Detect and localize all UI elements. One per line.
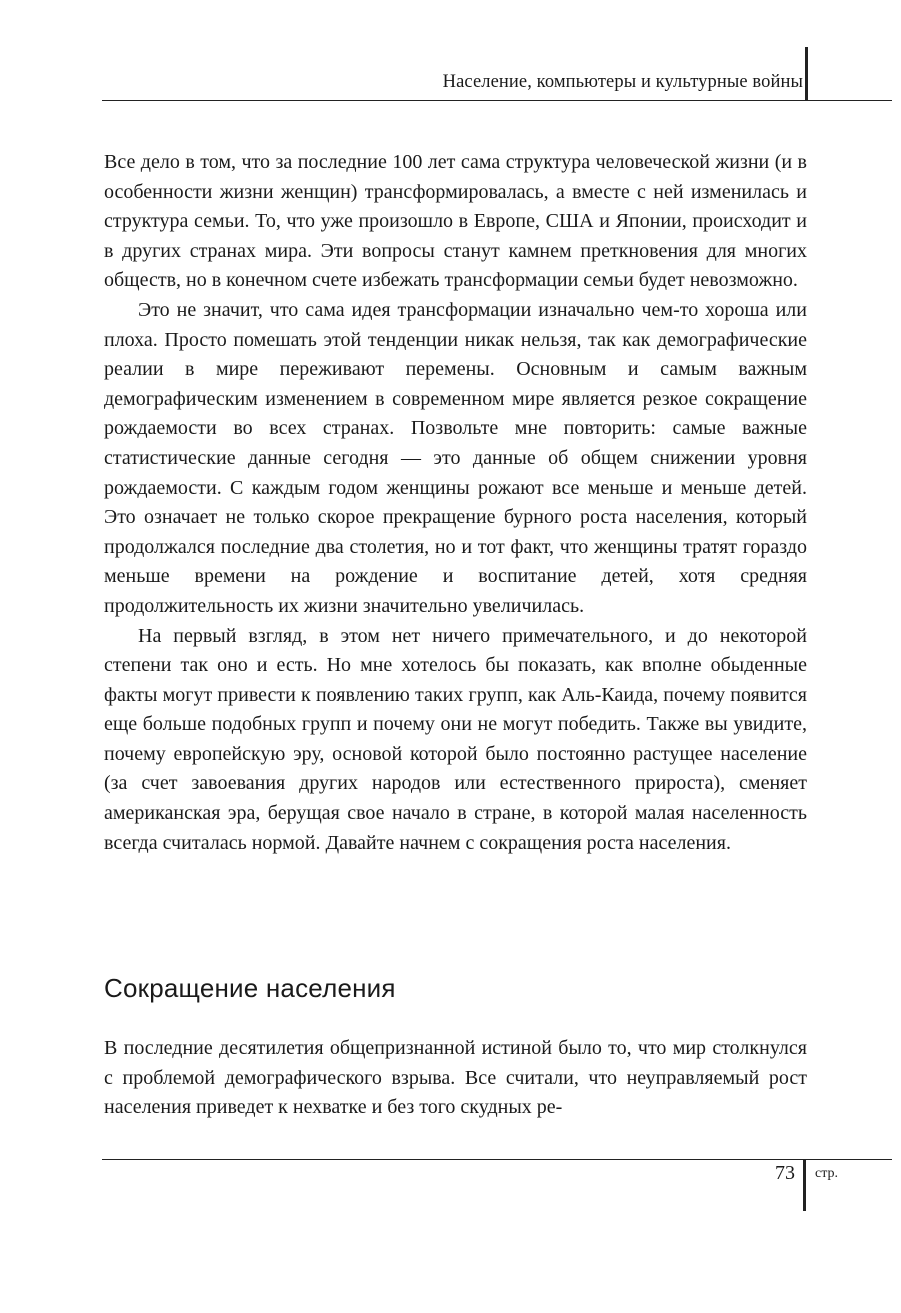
section-text: [104, 1034, 807, 1123]
paragraph-2: Это не значит, что сама идея трансформации изначально чем-то хороша или плоха. Просто помешать этой тенденции никак нельзя, так как демографические реалии в мире переживают перемены. Основным и самым важным демографическим изменением в современном мире является резкое сокращение рождаемости во всех странах. Позвольте мне повторить: самые важные статистические данные сегодня — это данные об общем снижении уровня рождаемости. С каждым годом женщины рожают все меньше и меньше детей. Это означает не только скорое прекращение бурного роста населения, который продолжался последние два столетия, но и тот факт, что женщины тратят гораздо меньше времени на рождение и воспитание детей, хотя средняя продолжительность их жизни значительно увеличилась.: [104, 298, 807, 617]
running-header: [0, 0, 901, 110]
footer-vertical-bar: [803, 1159, 806, 1211]
page-number: 73: [775, 1162, 795, 1184]
section-heading: Сокращение населения: [104, 973, 396, 1003]
header-vertical-bar: [805, 47, 808, 101]
page-label: стр.: [815, 1166, 839, 1181]
paragraph-1: Все дело в том, что за последние 100 лет сама структура человеческой жизни (и в особенности жизни женщин) трансформировалась, а вместе с ней изменилась и структура семьи. То, что уже произошло в Европе, США и Японии, происходит и в других странах мира. Эти вопросы станут камнем преткновения для многих обществ, но в конечном счете избежать трансформации семьи будет невозможно.: [104, 151, 807, 292]
header-rule: [102, 100, 892, 101]
footer-rule: [102, 1159, 892, 1160]
body-text: [104, 148, 807, 858]
section-paragraph: В последние десятилетия общепризнанной истиной было то, что мир столкнулся с проблемой демографического взрыва. Все считали, что неуправляемый рост населения приведет к нехватке и без того скудных ре-: [104, 1037, 807, 1119]
running-header-title: Население, компьютеры и культурные войны: [442, 72, 803, 92]
paragraph-3: На первый взгляд, в этом нет ничего примечательного, и до некоторой степени так оно и есть. Но мне хотелось бы показать, как вполне обыденные факты могут привести к появлению таких групп, как Аль-Каида, почему появится еще больше подобных групп и почему они не могут победить. Также вы увидите, почему европейскую эру, основой которой было постоянно растущее население (за счет завоевания других народов или естественного прироста), сменяет американская эра, берущая свое начало в стране, в которой малая населенность всегда считалась нормой. Давайте начнем с сокращения роста населения.: [104, 624, 807, 854]
